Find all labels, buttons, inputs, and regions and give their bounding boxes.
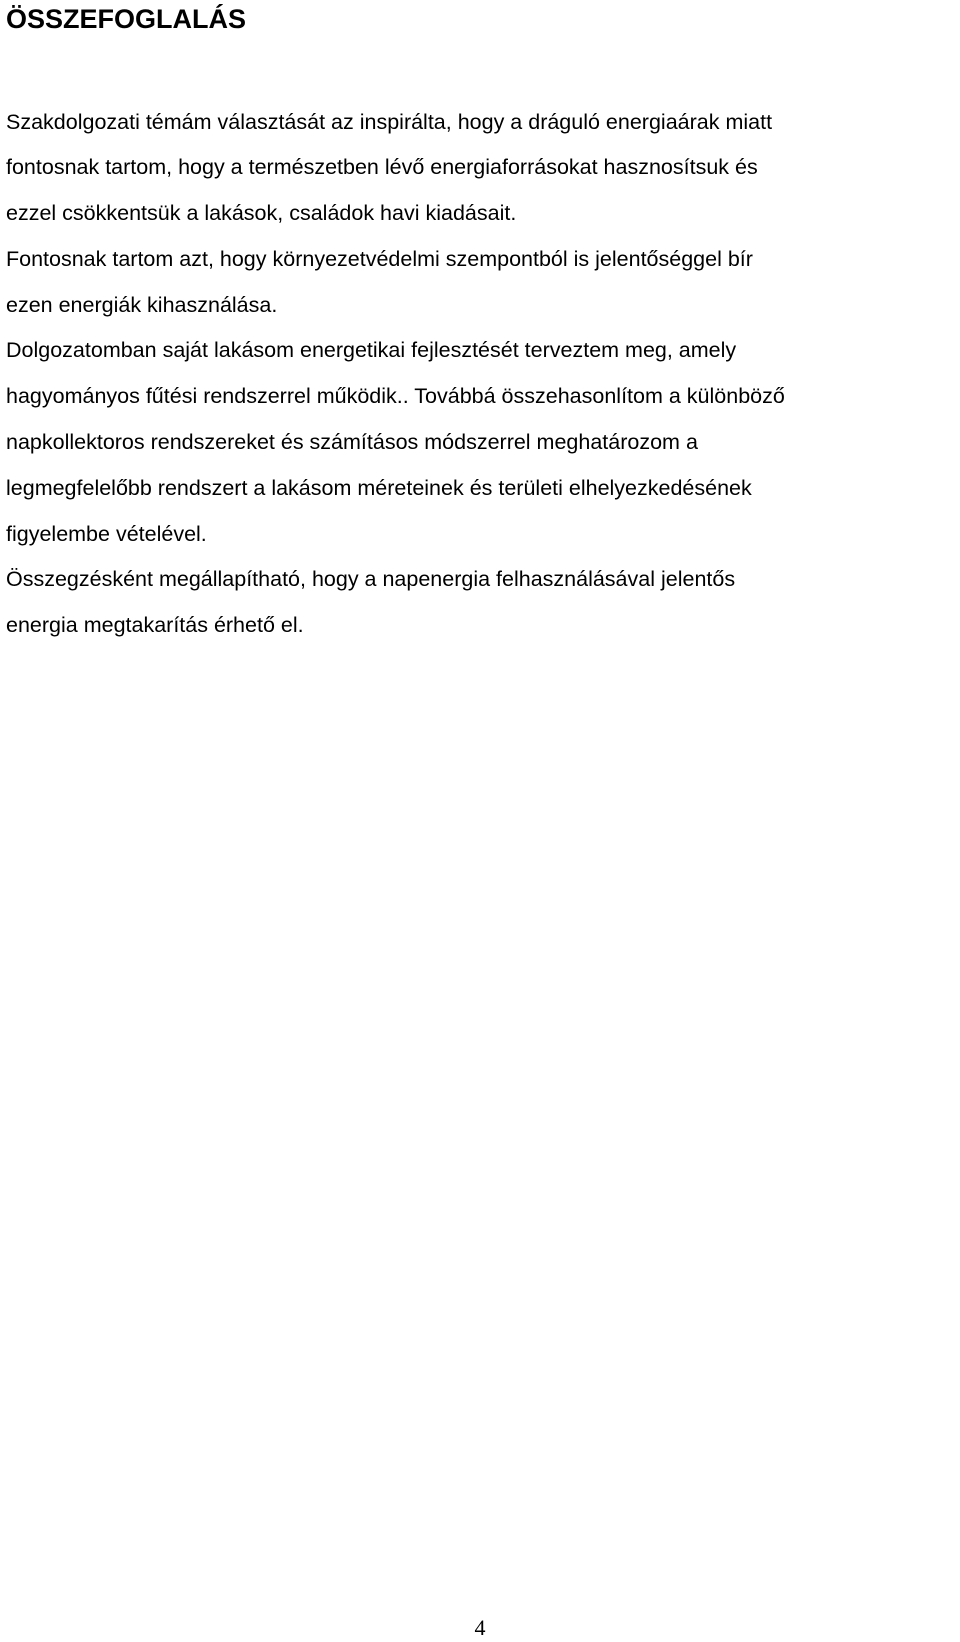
body-text-line: Szakdolgozati témám választását az inspirálta, hogy a dráguló energiaárak miatt (6, 110, 773, 134)
body-text-line: Fontosnak tartom azt, hogy környezetvédelmi szempontból is jelentőséggel bír (6, 247, 753, 271)
body-text-line: ezen energiák kihasználása. (6, 293, 278, 317)
body-text-line: fontosnak tartom, hogy a természetben lévő energiaforrásokat hasznosítsuk és (6, 155, 758, 179)
body-text-line: ezzel csökkentsük a lakások, családok havi kiadásait. (6, 201, 517, 225)
body-text-line: hagyományos fűtési rendszerrel működik.. Továbbá összehasonlítom a különböző (6, 384, 785, 408)
page-number: 4 (474, 1615, 486, 1640)
body-text-line: figyelembe vételével. (6, 522, 207, 546)
page-title: ÖSSZEFOGLALÁS (6, 4, 247, 34)
body-text-line: Összegzésként megállapítható, hogy a napenergia felhasználásával jelentős (6, 567, 736, 591)
body-text-line: Dolgozatomban saját lakásom energetikai fejlesztését terveztem meg, amely (6, 338, 737, 362)
body-text-line: napkollektoros rendszereket és számításos módszerrel meghatározom a (6, 430, 698, 454)
body-text-line: legmegfelelőbb rendszert a lakásom méreteinek és területi elhelyezkedésének (6, 476, 752, 500)
body-text-line: energia megtakarítás érhető el. (6, 613, 304, 637)
